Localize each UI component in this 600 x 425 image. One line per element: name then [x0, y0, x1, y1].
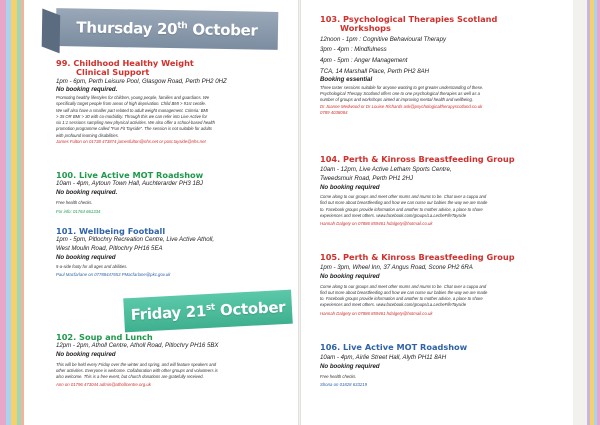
event-100	[56, 171, 292, 215]
event-booking: No booking required	[56, 253, 116, 261]
event-booking: No booking required.	[56, 189, 118, 196]
event-time: 10am - 12pm, Live Active Letham Sports Centre,	[320, 166, 452, 174]
event-time: 10am - 4pm, Aytoun Town Hall, Auchterarder PH3 1BJ	[56, 180, 203, 188]
event-time: 10am - 4pm, Airlie Street Hall, Alyth PH11 8AH	[320, 354, 447, 362]
event-time-cont: West Moulin Road, Pitlochry PH16 5EA	[56, 245, 163, 252]
event-title: 105. Perth & Kinross Breastfeeding Group	[320, 252, 515, 262]
event-description: Come along to our groups and meet other mums and mums to be. Chat over a cuppa and find out more about breastfeeding and how we can nurse our babies the way we are made to. Facebook groups provide information and another to mother advice, a place to share experiences and meet others. www.facebook.com/groups/La.LecheFifeTayside	[320, 283, 488, 308]
event-description: Free health checks.	[320, 373, 357, 379]
event-contact: James Fulton on 01738 473874 jamesfulton@nhs.net or post.tayside@nhs.net	[56, 139, 206, 145]
event-booking: No booking required.	[56, 86, 118, 94]
day-banner-title: Thursday 20th October	[76, 18, 258, 40]
event-103	[320, 15, 560, 116]
event-101	[56, 227, 292, 279]
event-description: Come along to our groups and meet other mums and mums to be. Chat over a cuppa and find out more about breastfeeding and how we can nurse our babies the way we are made to. Facebook groups provide information and another to mother advice, a place to share experiences and meet others. www.facebook.com/groups/La.LecheFifeTayside	[320, 194, 488, 219]
page-fold	[298, 0, 301, 425]
event-description: This will be held every Friday over the winter and spring, and will feature speakers and other activities. Everyone is welcome. Collaboration with other groups and volunteers is also welcome. This is a free event, but church donations are gratefully received.	[56, 361, 218, 380]
event-102	[56, 333, 292, 389]
event-time-cont: Tweedsmuir Road, Perth PH1 2HJ	[320, 175, 414, 182]
event-description: 5-a-side footy for all ages and abilities.	[56, 264, 128, 270]
event-title: 104. Perth & Kinross Breastfeeding Group	[320, 154, 515, 164]
event-106	[320, 343, 560, 388]
event-105	[320, 253, 560, 317]
event-title-cont: Clinical Support	[76, 67, 150, 78]
event-104	[320, 155, 560, 228]
event-session: 3pm - 4pm : Mindfulness	[320, 46, 387, 54]
event-contact: Ann on 01796 473044 admin@athollcentre.org.uk	[56, 382, 151, 388]
event-time: 1pm - 5pm, Pitlochry Recreation Centre, Live Active Atholl,	[56, 236, 215, 244]
event-venue: TCA, 14 Marshall Place, Perth PH2 8AH	[320, 67, 430, 75]
event-session: 4pm - 5pm : Anger Management	[320, 57, 408, 64]
event-time: 12pm - 2pm, Atholl Centre, Atholl Road, Pitlochry PH16 5BX	[56, 342, 219, 350]
event-99	[56, 59, 292, 145]
day-banner-title: Friday 21st October	[130, 297, 286, 325]
event-title-cont: Workshops	[340, 23, 391, 34]
event-contact: Dr Joanne Medwood or Dr Louise Richards ask@psychologicaltherapyscotland.co.uk 0789 4038084	[320, 103, 483, 116]
event-title: 99. Childhood Healthy Weight	[56, 58, 194, 68]
event-description: Free health checks.	[56, 199, 93, 205]
event-session: 12noon - 1pm : Cognitive Behavioural Therapy	[320, 35, 447, 43]
event-description: Three taster sessions suitable for anyone wanting to get greater understanding of these. Psychological Therapy Scotland offers one to one psychological therapies as well as a number of groups and workshops aimed at improving mental health and wellbeing.	[320, 84, 484, 103]
event-time: 1pm - 3pm, Wheel Inn, 37 Angus Road, Scone PH2 6RA	[320, 264, 473, 272]
event-title: 106. Live Active MOT Roadshow	[320, 342, 468, 352]
event-title: 100. Live Active MOT Roadshow	[56, 170, 204, 180]
event-booking: No booking required	[320, 183, 380, 191]
event-booking: No booking required	[320, 273, 380, 280]
event-contact: Shona on 01828 633219	[320, 381, 368, 387]
event-title: 101. Wellbeing Football	[56, 226, 166, 236]
event-description: Promoting healthy lifestyles for children, young people, families and guardians. We specifically target people from areas of high deprivation. Child BMI > 91st centile. We will also have a smaller part related to adult weight management. Criteria: BMI > 35 OR BMI > 30 with co-morbidity. Through this we can refer into Live Active for six 1:1 sessions sampling new physical activities. We also offer a school-based health promotion programme called "Fun Fit Tayside". The session is not suitable for adults with profound learning disabilities.	[56, 95, 215, 138]
event-booking: Booking essential	[320, 76, 373, 84]
event-title: 102. Soup and Lunch	[56, 332, 153, 342]
event-contact: Paul Macfarlane on 07788447653 PMacfarlane@pkc.gov.uk	[56, 272, 171, 278]
event-contact: For info: 01764 661334	[56, 208, 101, 214]
event-contact: Hannah Dalgety on 07886 859461 hdalgety@hotmail.co.uk	[320, 310, 433, 316]
event-contact: Hannah Dalgety on 07886 859461 hdalgety@hotmail.co.uk	[320, 221, 433, 227]
event-booking: No booking required	[320, 363, 380, 370]
event-time: 1pm - 6pm, Perth Leisure Pool, Glasgow Road, Perth PH2 0HZ	[56, 77, 227, 85]
day-banner-thursday	[56, 8, 279, 50]
event-booking: No booking required	[56, 351, 116, 358]
event-title: 103. Psychological Therapies Scotland	[320, 14, 498, 24]
